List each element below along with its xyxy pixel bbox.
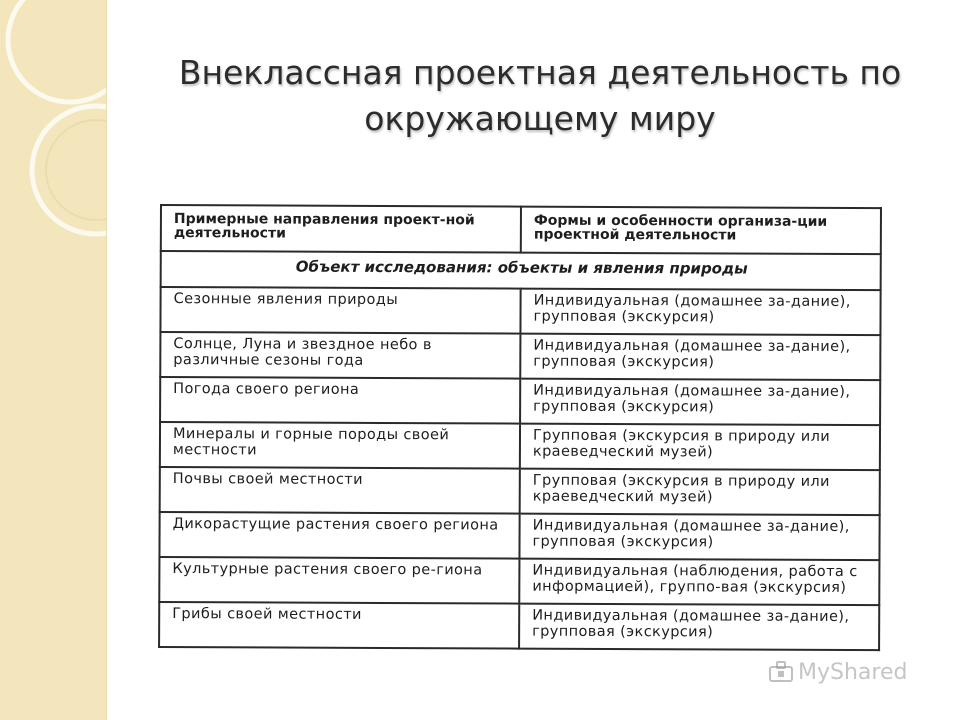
slide-title (140, 50, 940, 142)
section-title: Объект исследования: объекты и явления природы (161, 251, 881, 290)
cell-form: Индивидуальная (домашнее за-дание), групповая (экскурсия) (519, 514, 879, 561)
cell-form: Индивидуальная (наблюдения, работа с информацией), группо-вая (экскурсия) (519, 559, 879, 606)
table-row (160, 287, 880, 335)
decorative-circles (0, 0, 106, 720)
table-row (159, 512, 879, 560)
table-row (159, 602, 879, 650)
cell-form: Групповая (экскурсия в природу или краеведческий музей) (520, 469, 880, 516)
cell-direction: Почвы своей местности (160, 467, 520, 514)
cell-form: Индивидуальная (домашнее за-дание), групповая (экскурсия) (520, 379, 880, 426)
cell-direction: Культурные растения своего ре-гиона (159, 557, 519, 604)
cell-form: Групповая (экскурсия в природу или краеведческий музей) (520, 424, 880, 471)
table-row (160, 332, 880, 380)
table-row (160, 377, 880, 425)
cell-direction: Солнце, Луна и звездное небо в различные сезоны года (160, 332, 520, 379)
myshared-logo-icon (768, 661, 794, 683)
cell-direction: Грибы своей местности (159, 602, 519, 649)
slide-title-line-2: окружающему миру (364, 99, 716, 138)
header-cell-forms: Формы и особенности организа-ции проектной деятельности (521, 207, 881, 255)
table-row (159, 557, 879, 605)
slide-title-line-1: Внеклассная проектная деятельность по (178, 53, 902, 92)
cell-direction: Сезонные явления природы (160, 287, 520, 334)
header-cell-directions: Примерные направления проект-ной деятельности (161, 205, 521, 253)
watermark (768, 660, 907, 685)
table-container (158, 204, 882, 651)
section-row (161, 251, 881, 290)
cell-direction: Погода своего региона (160, 377, 520, 424)
table-row (160, 467, 880, 515)
cell-direction: Дикорастущие растения своего региона (159, 512, 519, 559)
table-row (160, 422, 880, 470)
table-header-row (161, 205, 881, 254)
cell-form: Индивидуальная (домашнее за-дание), групповая (экскурсия) (520, 334, 880, 381)
project-table (158, 204, 882, 651)
cell-form: Индивидуальная (домашнее за-дание), групповая (экскурсия) (520, 289, 880, 336)
cell-form: Индивидуальная (домашнее за-дание), групповая (экскурсия) (519, 604, 879, 651)
decorative-sidebar (0, 0, 107, 720)
watermark-text: MyShared (798, 660, 908, 685)
cell-direction: Минералы и горные породы своей местности (160, 422, 520, 469)
